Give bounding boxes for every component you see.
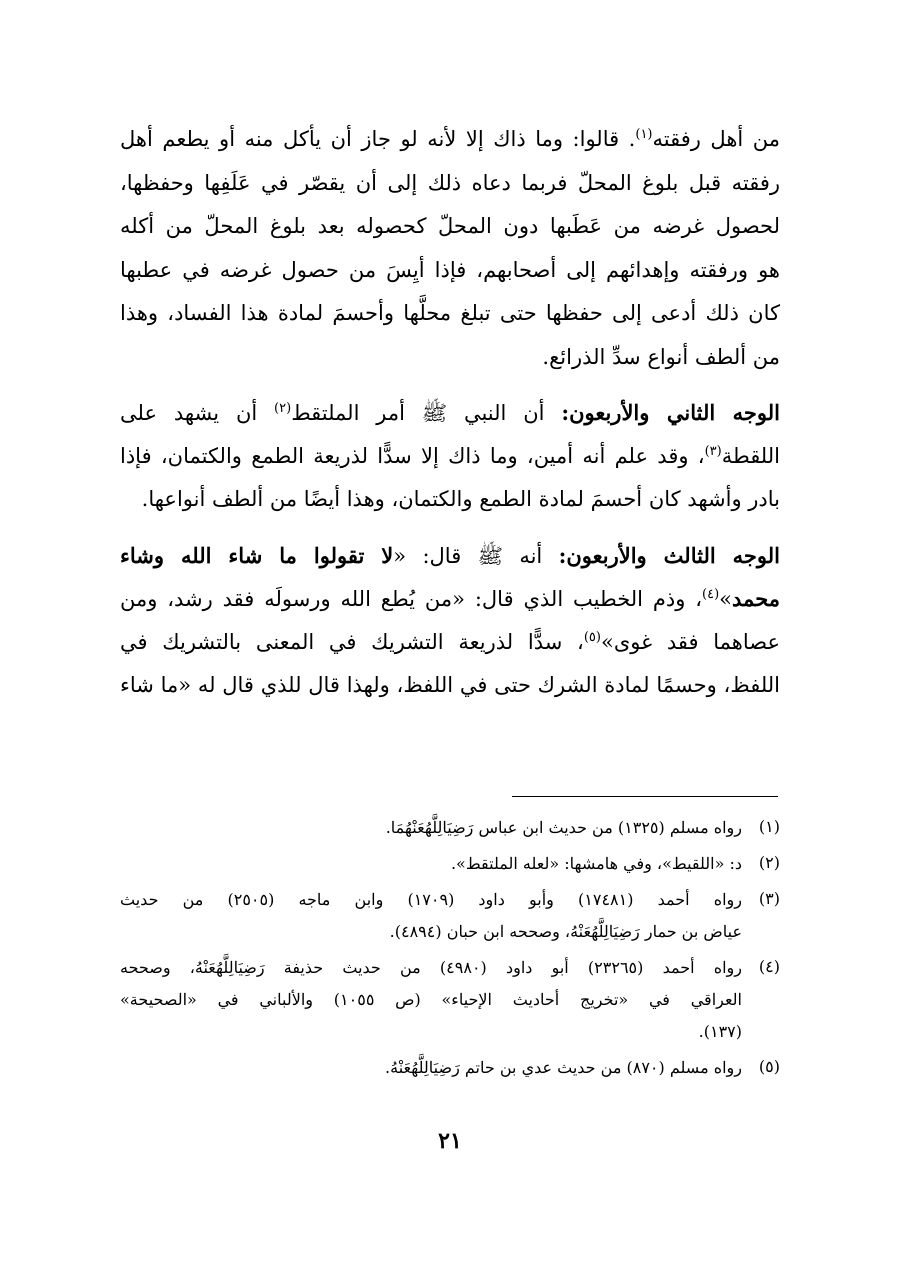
footnote-text	[120, 812, 742, 844]
text-line	[120, 391, 780, 435]
footnote-line: رواه أحمد (٢٣٢٦٥) أبو داود (٤٩٨٠) من حديث حذيفة رَضِيَالِلَّهُعَنْهُ، وصححه	[120, 958, 742, 977]
footnote-line: رواه مسلم (٨٧٠) من حديث عدي بن حاتم رَضِيَالِلَّهُعَنْهُ.	[385, 1058, 742, 1077]
text-line: اللفظ، وحسمًا لمادة الشرك حتى في اللفظ، ولهذا قال للذي قال له «ما شاء	[120, 673, 780, 697]
footnote-text	[120, 884, 742, 948]
text-segment: أن يشهد على	[120, 401, 275, 425]
paragraph-2	[120, 391, 780, 522]
footnote-line: د: «اللقيط»، وفي هامشها: «لعله الملتقط».	[450, 854, 742, 873]
text-line	[120, 577, 780, 621]
footnote-ref-3[interactable]: (٣)	[704, 443, 722, 459]
text-line: بادر وأشهد كان أحسمَ لمادة الطمع والكتمان، وهذا أيضًا من ألطف أنواعها.	[141, 487, 780, 511]
footnotes	[120, 812, 780, 1088]
footnote-text	[120, 848, 742, 880]
text-line: رفقته قبل بلوغ المحلّ فربما دعاه ذلك إلى أن يقصّر في عَلَفِها وحفظها،	[120, 170, 780, 195]
paragraph-1	[120, 118, 780, 379]
text-line: لحصول غرضه من عَطَبها دون المحلّ كحصوله بعد بلوغ المحلّ من أكله	[120, 214, 780, 238]
section-heading: الوجه الثالث والأربعون:	[558, 542, 780, 568]
text-segment: اللقطة	[721, 443, 780, 468]
text-segment: ، وذم الخطيب الذي قال: «من يُطع الله ورسولَه فقد رشد، ومن	[120, 587, 703, 611]
paragraph-3	[120, 534, 780, 708]
footnote-number: (١)	[758, 817, 780, 836]
footnote-number: (٤)	[758, 957, 780, 976]
footnote-line: رواه مسلم (١٣٢٥) من حديث ابن عباس رَضِيَالِلَّهُعَنْهُمَا.	[385, 818, 742, 837]
hadith-quote: محمد	[732, 586, 780, 611]
footnote-line: عياض بن حمار رَضِيَالِلَّهُعَنْهُ، وصححه ابن حبان (٤٨٩٤).	[389, 922, 742, 941]
footnote-2	[120, 848, 780, 880]
footnote-ref-5[interactable]: (٥)	[583, 629, 601, 645]
text-line: هو ورفقته وإهدائهم إلى أصحابهم، فإذا أيِسَ من حصول غرضه في عطبها	[120, 257, 780, 282]
section-heading: الوجه الثاني والأربعون:	[561, 400, 780, 425]
text-line	[120, 118, 780, 162]
text-segment: عصاهما فقد غوى»	[600, 629, 780, 654]
text-segment: أنه ﷺ قال: «	[393, 543, 559, 568]
text-segment: من أهل رفقته	[652, 127, 780, 151]
main-text	[120, 118, 780, 708]
text-segment: أن النبي ﷺ أمر الملتقط	[291, 401, 562, 425]
page-number: ٢١	[438, 1128, 462, 1154]
footnote-ref-4[interactable]: (٤)	[702, 587, 720, 602]
text-line	[120, 534, 780, 578]
text-segment: »	[719, 587, 733, 611]
footnote-ref-2[interactable]: (٢)	[274, 401, 292, 416]
text-line	[120, 435, 780, 479]
footnote-text	[120, 952, 742, 1048]
hadith-quote: لا تقولوا ما شاء الله وشاء	[120, 542, 394, 568]
text-line: كان ذلك أدعى إلى حفظها حتى تبلغ محلَّها وأحسمَ لمادة هذا الفساد، وهذا	[120, 301, 780, 325]
footnote-number: (٥)	[758, 1057, 780, 1076]
text-line	[120, 621, 780, 665]
footnote-1	[120, 812, 780, 844]
footnote-3	[120, 884, 780, 948]
footnote-number: (٣)	[758, 889, 780, 908]
footnote-text	[120, 1052, 742, 1084]
text-line: من ألطف أنواع سدِّ الذرائع.	[542, 344, 780, 369]
footnote-line: رواه أحمد (١٧٤٨١) وأبو داود (١٧٠٩) وابن ماجه (٢٥٠٥) من حديث	[120, 890, 742, 909]
footnote-4	[120, 952, 780, 1048]
text-segment: . قالوا: وما ذاك إلا لأنه لو جاز أن يأكل منه أو يطعم أهل	[120, 127, 636, 151]
footnote-separator	[512, 796, 778, 797]
footnote-ref-1[interactable]: (١)	[635, 127, 653, 142]
text-segment: ، سدًّا لذريعة التشريك في المعنى بالتشريك في	[120, 629, 584, 654]
footnote-5	[120, 1052, 780, 1084]
footnote-line: العراقي في «تخريج أحاديث الإحياء» (ص ١٠٥٥) والألباني في «الصحيحة»	[120, 990, 742, 1009]
footnote-line: (١٣٧).	[698, 1022, 742, 1041]
text-segment: ، وقد علم أنه أمين، وما ذاك إلا سدًّا لذريعة الطمع والكتمان، فإذا	[120, 443, 705, 468]
footnote-number: (٢)	[758, 853, 780, 872]
